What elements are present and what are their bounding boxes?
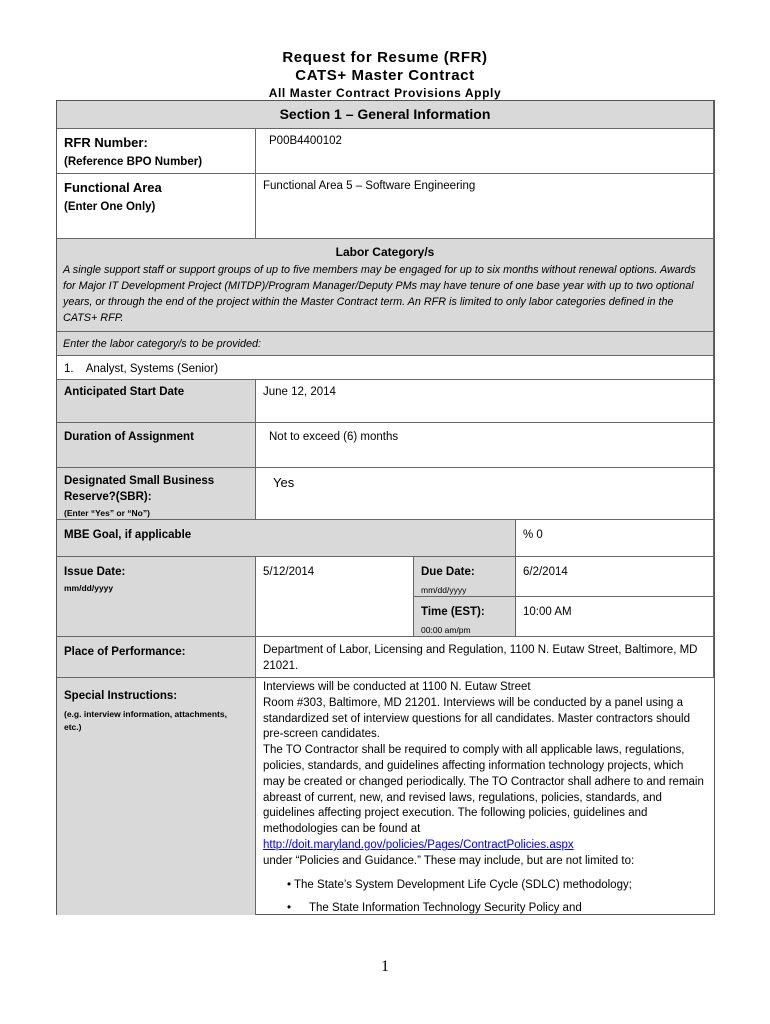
due-date-field[interactable]	[516, 557, 714, 597]
functional-area-label-cell	[57, 174, 256, 239]
rfr-number-field[interactable]	[256, 129, 714, 174]
due-date-sublabel: mm/dd/yyyy	[421, 585, 467, 595]
section1-title-text: Section 1 – General Information	[279, 106, 491, 122]
bullet-item-2: • The State Information Technology Security Policy and	[287, 902, 582, 915]
mbe-label-cell	[57, 520, 516, 557]
issue-date-label: Issue Date:	[64, 566, 126, 578]
sbr-label: Designated Small Business Reserve?(SBR):	[64, 475, 215, 503]
start-date-value: June 12, 2014	[263, 386, 336, 398]
labor-category-item: 1. Analyst, Systems (Senior)	[64, 363, 219, 375]
bullet-item-1: • The State’s System Development Life Cycle (SDLC) methodology;	[287, 878, 632, 891]
document-title: Request for Resume (RFR)	[282, 49, 488, 66]
labor-enter-prompt: Enter the labor category/s to be provided:	[63, 338, 262, 350]
due-date-label-cell	[414, 557, 516, 597]
time-label-cell	[414, 597, 516, 637]
labor-enter-prompt-cell	[57, 332, 714, 356]
due-date-value: 6/2/2014	[523, 566, 568, 578]
rfr-form-table	[56, 100, 715, 915]
time-sublabel: 00:00 am/pm	[421, 625, 471, 635]
issue-date-value: 5/12/2014	[263, 566, 315, 578]
bullet-item-1-text: The State’s System Development Life Cycle (SDLC) methodology;	[294, 878, 632, 891]
duration-label-cell	[57, 423, 256, 468]
rfr-number-label-cell	[57, 129, 256, 174]
duration-label: Duration of Assignment	[64, 431, 194, 443]
duration-field[interactable]	[256, 423, 714, 468]
labor-category-block	[57, 239, 714, 332]
special-instructions-sublabel: (e.g. interview information, attachments, etc.)	[64, 709, 227, 732]
special-line-4: under “Policies and Guidance.” These may include, but are not limited to:	[263, 854, 635, 867]
functional-area-sublabel: (Enter One Only)	[64, 201, 156, 213]
issue-date-sublabel: mm/dd/yyyy	[64, 583, 114, 593]
place-value: Department of Labor, Licensing and Regulation, 1100 N. Eutaw Street, Baltimore, MD 21021.	[263, 644, 698, 672]
place-label: Place of Performance:	[64, 646, 186, 658]
start-date-field[interactable]	[256, 380, 714, 423]
place-label-cell	[57, 637, 256, 678]
section1-title	[57, 101, 714, 129]
mbe-field[interactable]	[516, 520, 714, 557]
place-field[interactable]	[256, 637, 714, 678]
mbe-value: % 0	[523, 529, 543, 541]
special-line-1: Interviews will be conducted at 1100 N. Eutaw Street	[263, 681, 531, 693]
contract-policies-link[interactable]: http://doit.maryland.gov/policies/Pages/ContractPolicies.aspx	[263, 838, 574, 851]
functional-area-field[interactable]	[256, 174, 714, 239]
time-label: Time (EST):	[421, 606, 485, 618]
special-instructions-field[interactable]	[256, 678, 714, 915]
rfr-number-value: P00B4400102	[269, 135, 342, 147]
time-value: 10:00 AM	[523, 606, 572, 618]
labor-category-item-field[interactable]	[57, 356, 714, 380]
sbr-label-cell	[57, 468, 256, 520]
time-field[interactable]	[516, 597, 714, 637]
due-date-label: Due Date:	[421, 566, 475, 578]
special-line-2: Room #303, Baltimore, MD 21201. Interviews will be conducted by a panel using a standardized set of interview questions for all candidates. Master contractors should pre-screen candidates.	[263, 696, 690, 741]
sbr-sublabel: (Enter “Yes” or “No”)	[64, 508, 150, 518]
issue-date-field[interactable]	[256, 557, 414, 637]
start-date-label-cell	[57, 380, 256, 423]
functional-area-label: Functional Area	[64, 180, 162, 195]
issue-date-label-cell	[57, 557, 256, 637]
bullet-item-2-text: The State Information Technology Security Policy and	[309, 902, 582, 915]
sbr-field[interactable]	[256, 468, 714, 520]
document-subtitle: CATS+ Master Contract	[295, 67, 475, 84]
special-instructions-label-cell	[57, 678, 256, 915]
special-instructions-label: Special Instructions:	[64, 690, 178, 702]
rfr-number-sublabel: (Reference BPO Number)	[64, 156, 203, 168]
sbr-value: Yes	[273, 475, 295, 490]
functional-area-value: Functional Area 5 – Software Engineering	[263, 180, 476, 192]
provisions-note: All Master Contract Provisions Apply	[268, 86, 502, 100]
labor-category-title: Labor Category/s	[335, 245, 435, 259]
duration-value: Not to exceed (6) months	[269, 431, 399, 443]
special-line-3: The TO Contractor shall be required to comply with all applicable laws, regulations, policies, standards, and guidelines affecting information technology projects, which may be created or changed periodically. The TO Contractor shall adhere to and remain abreast of current, new, and revised laws, regulations, policies, standards, and guidelines affecting project execution. The following policies, guidelines and methodologies can be found at	[263, 744, 704, 836]
start-date-label: Anticipated Start Date	[64, 386, 185, 398]
page-number: 1	[381, 958, 389, 975]
labor-category-description: A single support staff or support groups of up to five members may be engaged for up to six months without renewal options. Awards for Major IT Development Project (MITDP)/Program Manager/Deputy PMs may have tenure of one base year with up to two optional years, or through the end of the project within the Master Contract term. An RFR is limited to only labor categories defined in the CATS+ RFP.	[63, 264, 696, 324]
rfr-number-label: RFR Number:	[64, 135, 148, 150]
mbe-label: MBE Goal, if applicable	[64, 529, 192, 541]
